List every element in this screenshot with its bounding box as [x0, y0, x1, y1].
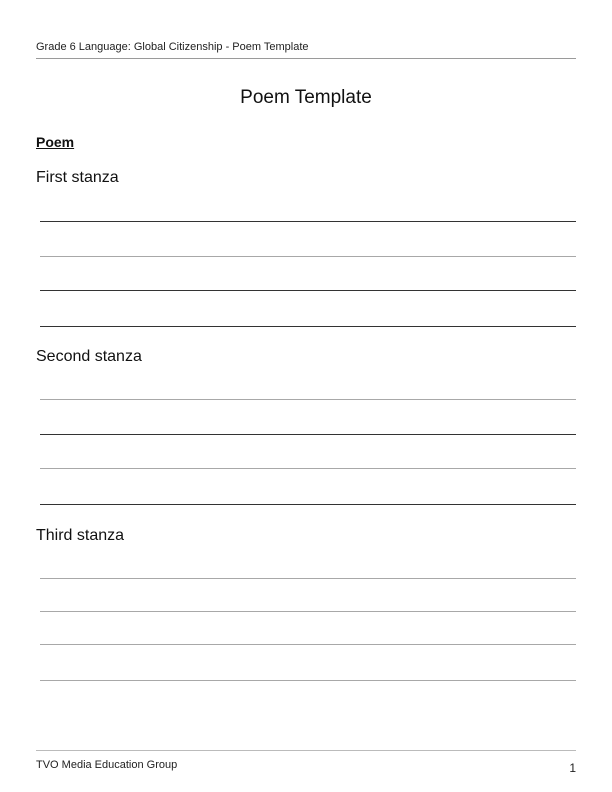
- writing-line[interactable]: [40, 434, 576, 435]
- section-heading-poem: Poem: [36, 134, 75, 150]
- stanza-label-third: Third stanza: [36, 527, 125, 544]
- writing-line[interactable]: [40, 468, 576, 469]
- page-number: 1: [569, 761, 576, 775]
- writing-line[interactable]: [40, 326, 576, 327]
- header-text: Grade 6 Language: Global Citizenship - Poem Template: [36, 41, 309, 53]
- writing-line[interactable]: [40, 644, 576, 645]
- stanza-label-first: First stanza: [36, 169, 119, 186]
- stanza-label-second: Second stanza: [36, 348, 142, 365]
- footer-organization: TVO Media Education Group: [36, 759, 178, 771]
- writing-line[interactable]: [40, 578, 576, 579]
- header-divider: [36, 58, 576, 59]
- writing-line[interactable]: [40, 504, 576, 505]
- writing-line[interactable]: [40, 611, 576, 612]
- writing-line[interactable]: [40, 399, 576, 400]
- writing-line[interactable]: [40, 290, 576, 291]
- writing-line[interactable]: [40, 256, 576, 257]
- writing-line[interactable]: [40, 680, 576, 681]
- page-title: Poem Template: [240, 87, 372, 108]
- footer-divider: [36, 750, 576, 751]
- writing-line[interactable]: [40, 221, 576, 222]
